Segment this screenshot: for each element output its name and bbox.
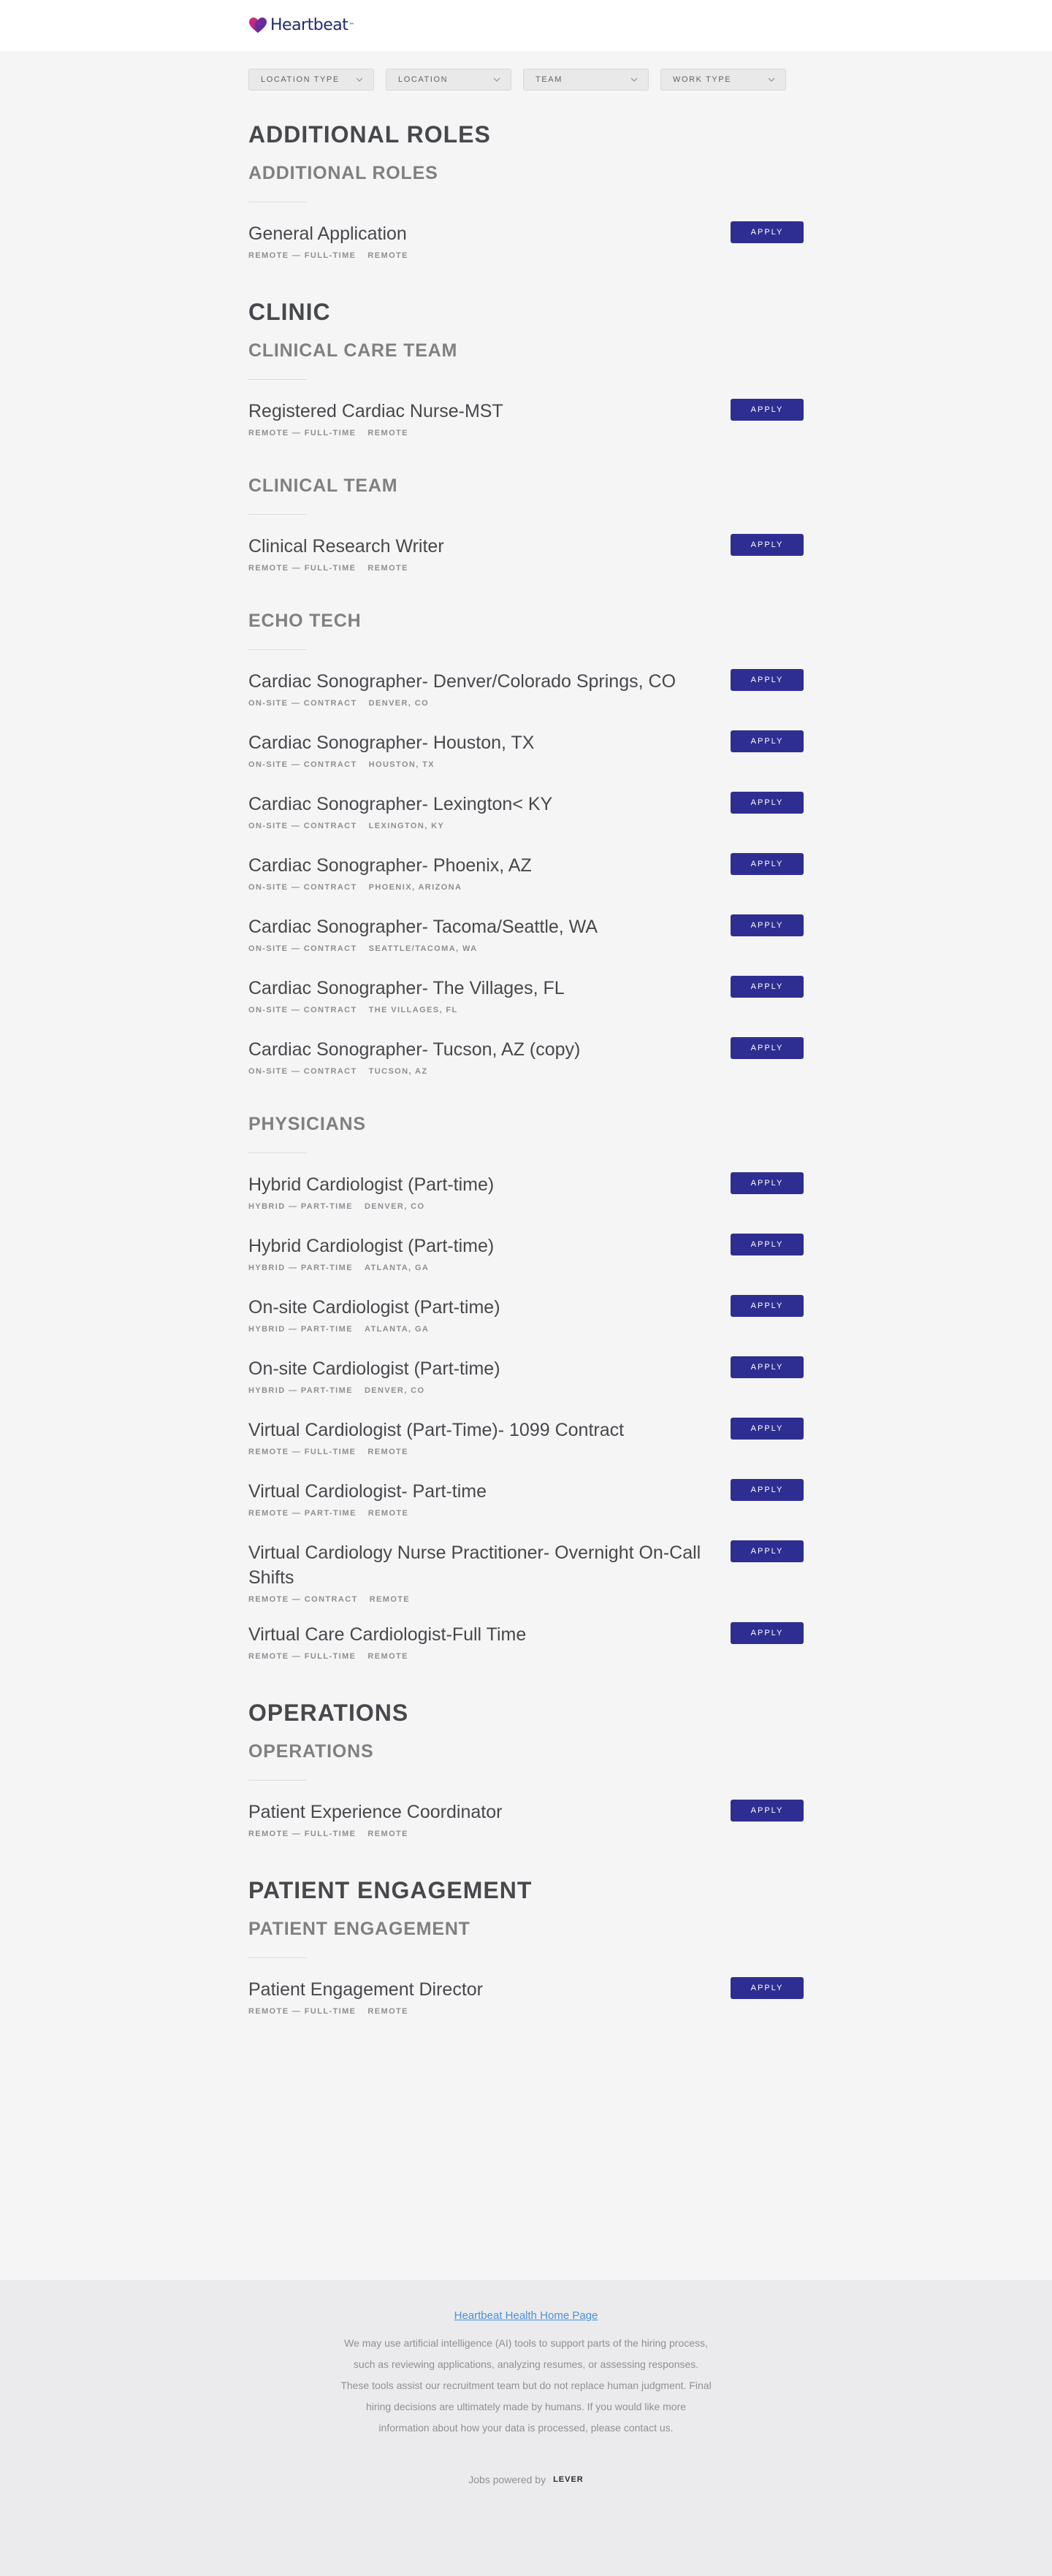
job-title-link[interactable]: Patient Experience Coordinator <box>248 1802 503 1822</box>
department-section <box>248 1876 804 2021</box>
job-posting <box>248 534 804 578</box>
job-meta <box>248 428 804 438</box>
job-title-link[interactable]: Virtual Care Cardiologist-Full Time <box>248 1624 527 1645</box>
department-title: PATIENT ENGAGEMENT <box>248 1877 533 1903</box>
team-section <box>248 610 804 1081</box>
job-posting <box>248 1418 804 1461</box>
job-commitment: REMOTE — FULL-TIME <box>248 1448 357 1456</box>
job-location: REMOTE <box>367 429 408 437</box>
team-divider <box>248 514 307 515</box>
department-section <box>248 1698 804 1843</box>
job-meta <box>248 251 804 261</box>
job-location: TUCSON, AZ <box>368 1067 428 1076</box>
job-location: REMOTE <box>367 1509 409 1518</box>
team-title: PATIENT ENGAGEMENT <box>248 1919 470 1939</box>
footer <box>0 2280 1052 2576</box>
job-posting <box>248 399 804 443</box>
job-meta <box>248 1263 804 1273</box>
job-meta <box>248 563 804 573</box>
job-title-link[interactable]: Virtual Cardiology Nurse Practitioner- Overnight On-Call Shifts <box>248 1543 701 1588</box>
chevron-down-icon <box>768 77 775 82</box>
job-meta <box>248 882 804 893</box>
chevron-down-icon <box>630 77 638 82</box>
job-title-link[interactable]: Hybrid Cardiologist (Part-time) <box>248 1236 495 1256</box>
chevron-down-icon <box>493 77 500 82</box>
job-posting <box>248 669 804 713</box>
job-commitment: HYBRID — PART-TIME <box>248 1264 353 1272</box>
job-location: ATLANTA, GA <box>364 1325 430 1334</box>
job-meta <box>248 1651 804 1662</box>
job-location: REMOTE <box>367 1652 408 1661</box>
filter-bar <box>248 69 804 91</box>
filter-label: LOCATION <box>398 75 449 84</box>
team-divider <box>248 649 307 650</box>
team-title: CLINICAL TEAM <box>248 475 398 496</box>
apply-button[interactable]: APPLY <box>731 1172 804 1194</box>
job-meta <box>248 1508 804 1518</box>
job-posting <box>248 1622 804 1666</box>
team-divider <box>248 1957 307 1958</box>
job-title-link[interactable]: Patient Engagement Director <box>248 1979 484 2000</box>
team-section <box>248 475 804 578</box>
job-posting <box>248 1977 804 2021</box>
job-meta <box>248 821 804 831</box>
job-meta <box>248 1829 804 1839</box>
job-location: THE VILLAGES, FL <box>368 1006 458 1014</box>
logo-wordmark: Heartbeat™ <box>270 16 354 34</box>
job-location: DENVER, CO <box>368 699 430 708</box>
job-title-link[interactable]: Cardiac Sonographer- Lexington< KY <box>248 794 553 814</box>
job-meta <box>248 698 804 708</box>
heart-logo-icon <box>248 17 267 34</box>
department-section <box>248 120 804 265</box>
apply-button[interactable]: APPLY <box>731 1418 804 1440</box>
team-section <box>248 340 804 443</box>
job-location: REMOTE <box>369 1595 411 1604</box>
job-title-link[interactable]: Cardiac Sonographer- Tacoma/Seattle, WA <box>248 917 598 937</box>
job-meta <box>248 1594 804 1605</box>
job-posting <box>248 1356 804 1400</box>
department-title: CLINIC <box>248 299 331 325</box>
powered-by-text: Jobs powered by <box>468 2474 546 2485</box>
team-title: PHYSICIANS <box>248 1114 366 1134</box>
job-posting <box>248 1479 804 1523</box>
apply-button[interactable]: APPLY <box>731 976 804 998</box>
apply-button[interactable]: APPLY <box>731 669 804 691</box>
job-location: ATLANTA, GA <box>364 1264 430 1272</box>
job-location: PHOENIX, ARIZONA <box>368 883 462 892</box>
job-location: SEATTLE/TACOMA, WA <box>368 944 478 953</box>
filter-label: LOCATION TYPE <box>261 75 340 84</box>
job-title-link[interactable]: Virtual Cardiologist (Part-Time)- 1099 Contract <box>248 1420 625 1440</box>
job-commitment: REMOTE — CONTRACT <box>248 1595 358 1604</box>
chevron-down-icon <box>356 77 363 82</box>
team-divider <box>248 379 307 380</box>
job-title-link[interactable]: Clinical Research Writer <box>248 536 444 557</box>
job-posting <box>248 792 804 836</box>
powered-by <box>0 2474 1052 2485</box>
heartbeat-logo[interactable] <box>248 17 354 34</box>
apply-button[interactable]: APPLY <box>731 1295 804 1317</box>
top-bar <box>0 0 1052 51</box>
apply-button[interactable]: APPLY <box>731 1977 804 1999</box>
job-commitment: REMOTE — FULL-TIME <box>248 564 357 573</box>
apply-button[interactable]: APPLY <box>731 792 804 814</box>
filter-dropdown-team[interactable] <box>523 69 649 91</box>
job-posting <box>248 1800 804 1843</box>
job-commitment: REMOTE — FULL-TIME <box>248 1652 357 1661</box>
job-title-link[interactable]: Hybrid Cardiologist (Part-time) <box>248 1174 495 1195</box>
team-divider <box>248 1780 307 1781</box>
job-location: REMOTE <box>367 564 408 573</box>
job-meta <box>248 1324 804 1334</box>
job-commitment: HYBRID — PART-TIME <box>248 1202 353 1211</box>
job-commitment: HYBRID — PART-TIME <box>248 1325 353 1334</box>
job-meta <box>248 760 804 770</box>
team-title: CLINICAL CARE TEAM <box>248 340 458 361</box>
job-title-link[interactable]: Cardiac Sonographer- Denver/Colorado Springs, CO <box>248 671 676 692</box>
apply-button[interactable]: APPLY <box>731 399 804 421</box>
lever-logo[interactable]: LEVER <box>553 2475 584 2484</box>
team-section <box>248 162 804 265</box>
job-posting <box>248 1540 804 1605</box>
apply-button[interactable]: APPLY <box>731 1622 804 1644</box>
filter-dropdown-work-type[interactable] <box>660 69 786 91</box>
job-commitment: ON-SITE — CONTRACT <box>248 883 357 892</box>
job-posting <box>248 1295 804 1339</box>
apply-button[interactable]: APPLY <box>731 221 804 243</box>
apply-button[interactable]: APPLY <box>731 730 804 752</box>
job-meta <box>248 1447 804 1457</box>
job-commitment: REMOTE — FULL-TIME <box>248 251 357 260</box>
home-page-link[interactable]: Heartbeat Health Home Page <box>454 2309 598 2322</box>
team-section <box>248 1113 804 1666</box>
apply-button[interactable]: APPLY <box>731 1800 804 1822</box>
apply-button[interactable]: APPLY <box>731 1356 804 1378</box>
job-commitment: REMOTE — FULL-TIME <box>248 2007 357 2016</box>
job-title-link[interactable]: Cardiac Sonographer- Phoenix, AZ <box>248 855 532 876</box>
job-title-link[interactable]: Registered Cardiac Nurse-MST <box>248 401 503 421</box>
job-title-link[interactable]: On-site Cardiologist (Part-time) <box>248 1297 500 1318</box>
job-posting <box>248 221 804 265</box>
apply-button[interactable]: APPLY <box>731 1234 804 1255</box>
filter-label: WORK TYPE <box>673 75 732 84</box>
postings-content <box>248 51 804 2021</box>
job-posting <box>248 1234 804 1277</box>
job-location: REMOTE <box>367 251 408 260</box>
job-meta <box>248 1386 804 1396</box>
job-title-link[interactable]: General Application <box>248 223 407 244</box>
team-title: ADDITIONAL ROLES <box>248 163 438 183</box>
team-title: ECHO TECH <box>248 611 362 631</box>
job-posting <box>248 1172 804 1216</box>
job-title-link[interactable]: Cardiac Sonographer- Houston, TX <box>248 733 535 753</box>
job-commitment: ON-SITE — CONTRACT <box>248 822 357 830</box>
job-title-link[interactable]: Virtual Cardiologist- Part-time <box>248 1481 487 1502</box>
department-section <box>248 297 804 1666</box>
ai-disclaimer: We may use artificial intelligence (AI) tools to support parts of the hiring process, such as reviewing applications, analyzing resumes, or assessing responses. These tools assist our recruitment team but do not replace human judgment. Final hiring decisions are ultimately made by humans. If you would like more information about how your data is processed, please contact us. <box>340 2337 712 2434</box>
job-commitment: REMOTE — FULL-TIME <box>248 1830 357 1838</box>
job-commitment: ON-SITE — CONTRACT <box>248 1067 357 1076</box>
job-posting <box>248 914 804 958</box>
filter-dropdown-location[interactable] <box>386 69 511 91</box>
apply-button[interactable]: APPLY <box>731 534 804 556</box>
job-commitment: ON-SITE — CONTRACT <box>248 760 357 769</box>
job-meta <box>248 1201 804 1212</box>
team-section <box>248 1740 804 1843</box>
job-meta <box>248 2006 804 2017</box>
job-commitment: REMOTE — FULL-TIME <box>248 429 357 437</box>
apply-button[interactable]: APPLY <box>731 914 804 936</box>
departments-list <box>248 120 804 2021</box>
job-posting <box>248 853 804 897</box>
job-commitment: HYBRID — PART-TIME <box>248 1386 353 1395</box>
apply-button[interactable]: APPLY <box>731 1037 804 1059</box>
department-title: OPERATIONS <box>248 1700 409 1726</box>
apply-button[interactable]: APPLY <box>731 853 804 875</box>
job-title-link[interactable]: Cardiac Sonographer- Tucson, AZ (copy) <box>248 1039 581 1060</box>
job-commitment: ON-SITE — CONTRACT <box>248 944 357 953</box>
department-title: ADDITIONAL ROLES <box>248 121 491 148</box>
job-location: REMOTE <box>367 2007 408 2016</box>
job-posting <box>248 730 804 774</box>
team-title: OPERATIONS <box>248 1741 374 1762</box>
job-location: DENVER, CO <box>364 1386 425 1395</box>
filter-label: TEAM <box>535 75 563 84</box>
job-location: HOUSTON, TX <box>368 760 435 769</box>
job-location: DENVER, CO <box>364 1202 425 1211</box>
job-commitment: REMOTE — PART-TIME <box>248 1509 357 1518</box>
team-section <box>248 1918 804 2021</box>
job-location: LEXINGTON, KY <box>368 822 445 830</box>
apply-button[interactable]: APPLY <box>731 1540 804 1562</box>
job-location: REMOTE <box>367 1448 408 1456</box>
job-posting <box>248 976 804 1020</box>
job-meta <box>248 1005 804 1015</box>
job-commitment: ON-SITE — CONTRACT <box>248 1006 357 1014</box>
job-commitment: ON-SITE — CONTRACT <box>248 699 357 708</box>
job-title-link[interactable]: On-site Cardiologist (Part-time) <box>248 1358 500 1379</box>
apply-button[interactable]: APPLY <box>731 1479 804 1501</box>
job-location: REMOTE <box>367 1830 408 1838</box>
job-meta <box>248 1066 804 1077</box>
filter-dropdown-location-type[interactable] <box>248 69 374 91</box>
job-posting <box>248 1037 804 1081</box>
job-meta <box>248 944 804 954</box>
job-title-link[interactable]: Cardiac Sonographer- The Villages, FL <box>248 978 565 998</box>
